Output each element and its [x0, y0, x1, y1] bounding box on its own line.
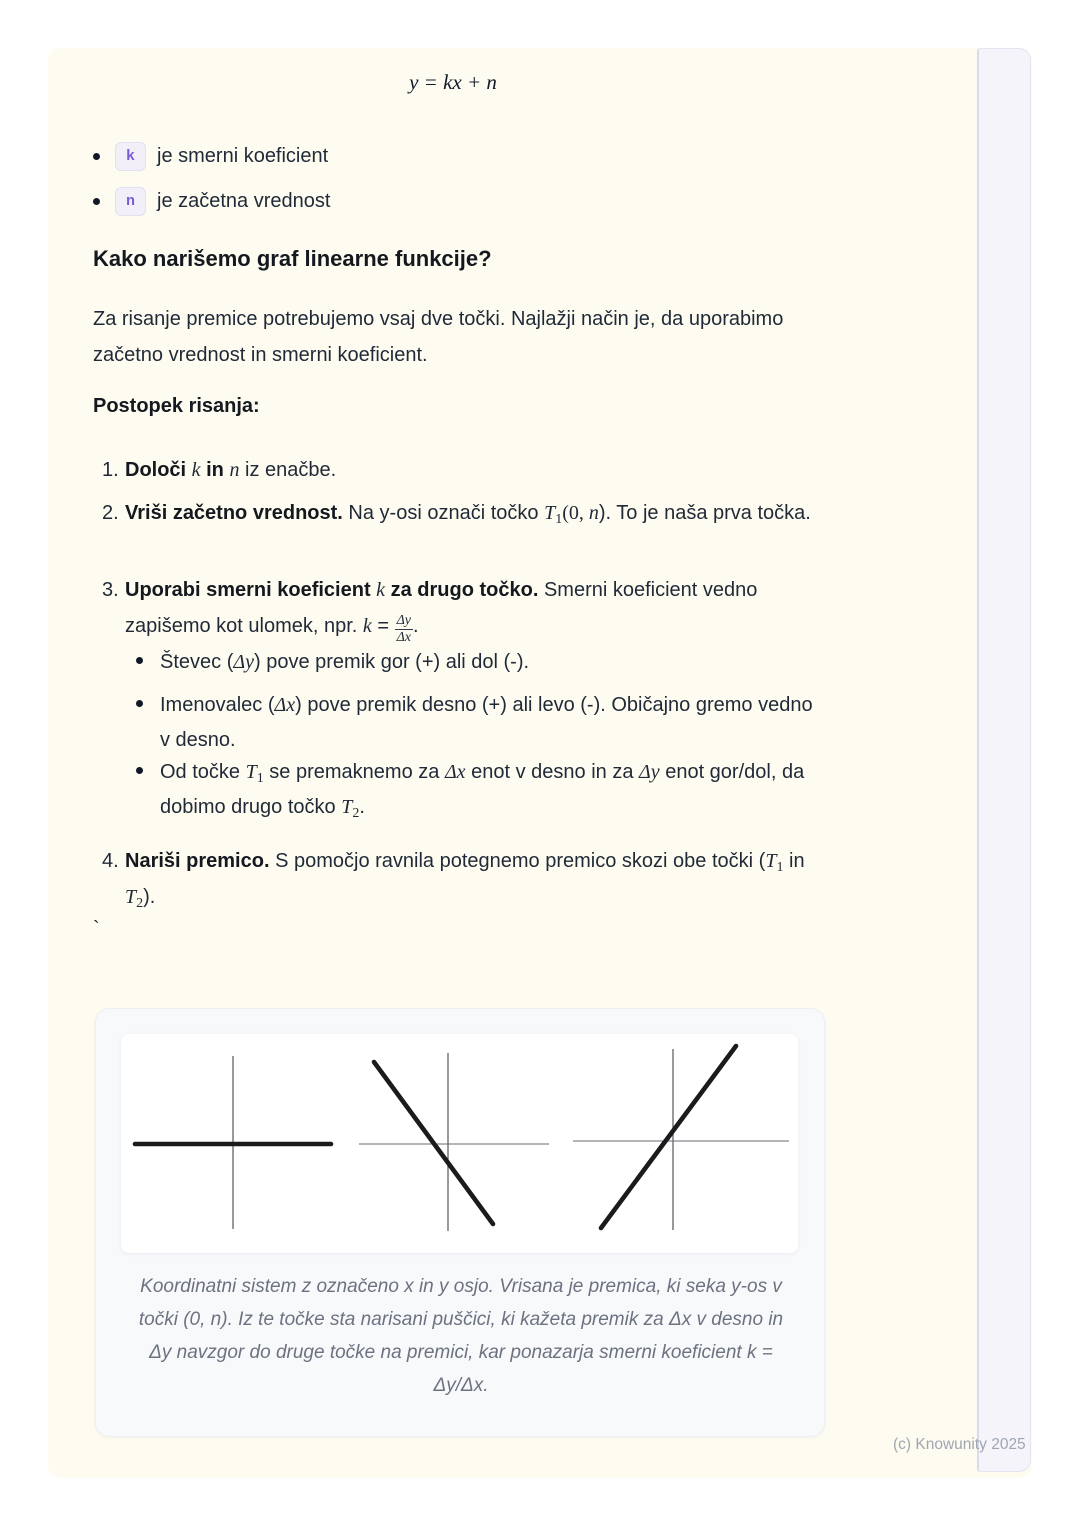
- bullet-text: se premaknemo za: [263, 761, 445, 783]
- caption-line: Δy/Δx.: [433, 1375, 489, 1396]
- math-var: n: [588, 502, 599, 524]
- step-text: ).: [143, 886, 156, 908]
- bullet-text: .: [359, 796, 365, 818]
- math-var: T: [125, 886, 137, 908]
- stray-character: `: [93, 918, 100, 940]
- bullet-icon: [136, 767, 143, 774]
- step-3: [93, 572, 825, 646]
- math-var: k: [362, 615, 372, 637]
- list-item: [93, 186, 330, 216]
- caption-line: Koordinatni sistem z označeno x in y osjo. Vrisana je premica, ki seka y-os v: [140, 1276, 782, 1297]
- sub-bullet-2: [135, 688, 822, 758]
- bullet-icon: [136, 700, 143, 707]
- math-subscript: 2: [352, 806, 360, 821]
- caption-line: točki (0, n). Iz te točke sta narisani puščici, ki kažeta premik za Δx v desno in: [138, 1309, 784, 1330]
- step-text: ). To je naša prva točka.: [598, 502, 811, 524]
- section-heading: Kako narišemo graf linearne funkcije?: [93, 246, 492, 271]
- fraction-denominator: Δx: [396, 630, 412, 645]
- sub-bullet-3: [135, 755, 822, 825]
- step-text: Nariši premico.: [125, 850, 270, 872]
- math-var: k: [376, 579, 386, 601]
- figure-image[interactable]: [121, 1034, 798, 1253]
- step-number: 2.: [102, 502, 119, 524]
- bullet-text: enot v desno in za: [465, 761, 640, 783]
- step-text: in: [783, 850, 805, 872]
- step-text: Vriši začetno vrednost.: [125, 502, 343, 524]
- bullet-icon: [93, 153, 100, 160]
- math-subscript: 1: [776, 860, 784, 875]
- step-text: =: [371, 615, 395, 637]
- figure-caption: [121, 1270, 801, 1402]
- step-text: Uporabi smerni koeficient: [125, 579, 377, 601]
- fraction: [395, 613, 413, 646]
- figure-card: [95, 1008, 825, 1437]
- sub-bullet-1: [135, 645, 822, 680]
- scrollbar-track[interactable]: [977, 48, 1031, 1472]
- bullet-text: Imenovalec (: [160, 694, 275, 716]
- bullet-text: Števec (: [160, 651, 234, 673]
- math-text: (0,: [562, 502, 589, 524]
- math-subscript: 1: [555, 512, 563, 527]
- caption-line: Δy navzgor do druge točke na premici, kar ponazarja smerni koeficient k =: [149, 1342, 773, 1363]
- step-text: Na y-osi označi točko: [342, 502, 545, 524]
- bullet-icon: [93, 198, 100, 205]
- math-var: n: [229, 459, 240, 481]
- code-badge-n: n: [115, 187, 146, 216]
- math-var: Δx: [444, 761, 466, 783]
- copyright-watermark: (c) Knowunity 2025: [893, 1436, 1026, 1453]
- step-number: 1.: [102, 459, 119, 481]
- bullet-text: ) pove premik desno (+) ali levo (-). Običajno gremo vedno v desno.: [160, 694, 813, 751]
- step-text: Določi: [125, 459, 192, 481]
- math-var: Δy: [639, 761, 660, 783]
- math-subscript: 1: [256, 771, 264, 786]
- fraction-numerator: Δy: [395, 613, 413, 630]
- math-subscript: 2: [136, 896, 144, 911]
- equation-display: y = kx + n: [409, 70, 497, 94]
- math-var: Δy: [233, 651, 254, 673]
- step-4: [93, 843, 825, 915]
- step-text: za drugo točko.: [385, 579, 539, 601]
- math-var: T: [341, 796, 353, 818]
- code-badge-k: k: [115, 142, 146, 171]
- subsection-heading: Postopek risanja:: [93, 395, 260, 417]
- math-var: T: [765, 850, 777, 872]
- bullet-text: ) pove premik gor (+) ali dol (-).: [253, 651, 530, 673]
- step-2: [93, 495, 825, 531]
- step-text: S pomočjo ravnila potegnemo premico skozi obe točki (: [269, 850, 766, 872]
- math-var: Δx: [274, 694, 296, 716]
- math-var: k: [191, 459, 201, 481]
- bullet-text: enot gor/dol, da dobimo drugo točko: [160, 761, 805, 818]
- bullet-text: Od točke: [160, 761, 246, 783]
- step-text: Smerni koeficient vedno zapišemo kot ulomek, npr.: [125, 579, 758, 637]
- bullet-text: je smerni koeficient: [157, 144, 329, 167]
- bullet-text: je začetna vrednost: [157, 189, 331, 212]
- step-number: 4.: [102, 850, 119, 872]
- step-number: 3.: [102, 579, 119, 601]
- step-text: .: [413, 615, 419, 637]
- step-text: iz enačbe.: [239, 459, 337, 481]
- step-1: [93, 452, 825, 488]
- bullet-icon: [136, 657, 143, 664]
- list-item: [93, 141, 328, 171]
- intro-paragraph: Za risanje premice potrebujemo vsaj dve točki. Najlažji način je, da uporabimo začetno vrednost in smerni koeficient.: [93, 308, 784, 366]
- math-var: T: [544, 502, 556, 524]
- coordinate-systems-drawing: [121, 1034, 798, 1253]
- step-text: in: [200, 459, 230, 481]
- math-var: T: [245, 761, 257, 783]
